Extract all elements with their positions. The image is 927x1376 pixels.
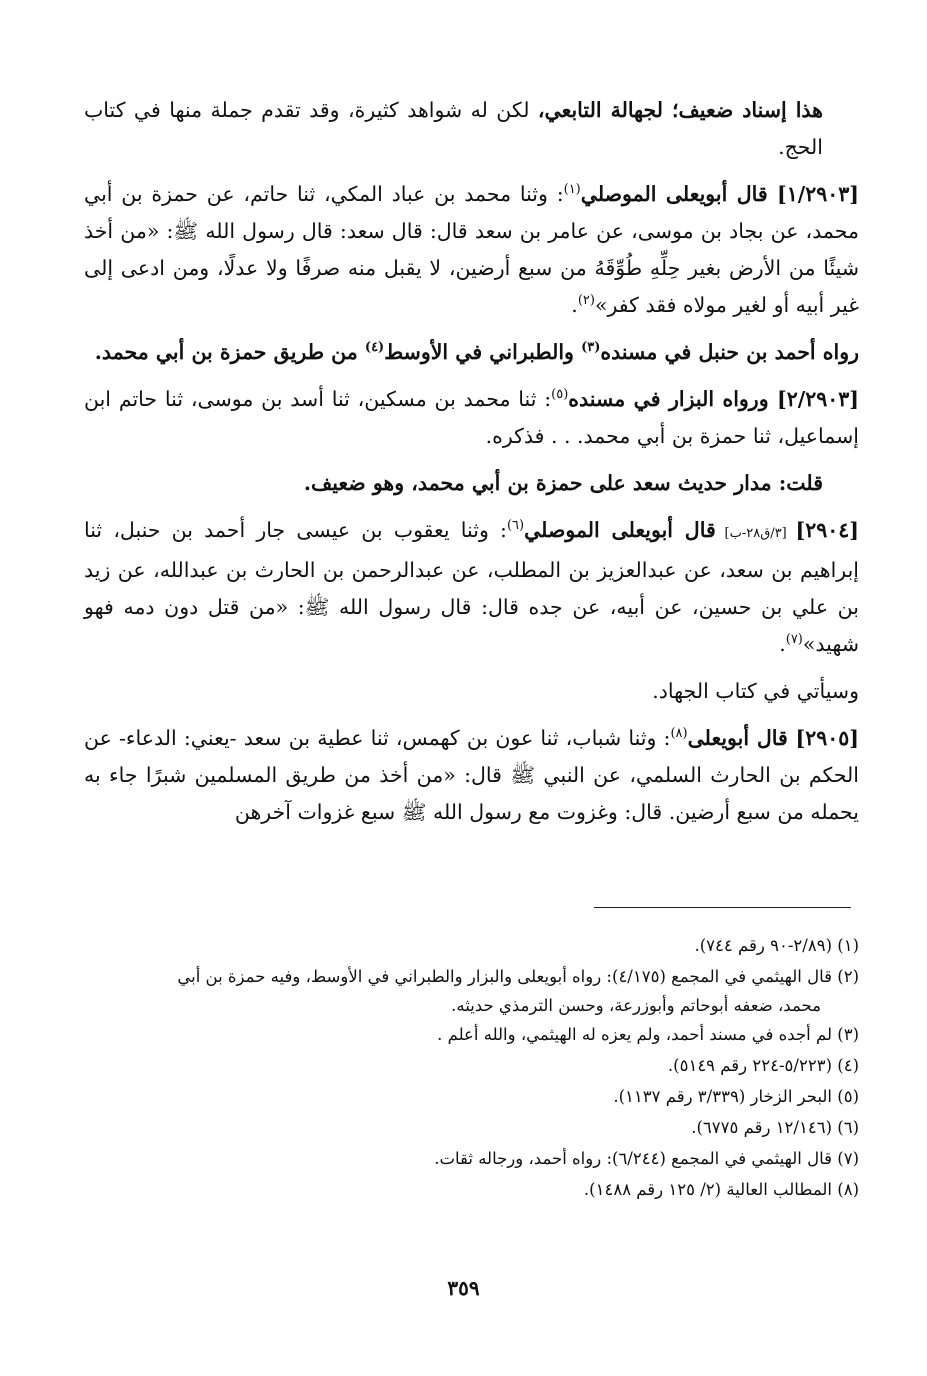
hadith-number: [١/٢٩٠٣] [777,182,859,206]
hadith-text: : ثنا محمد بن مسكين، ثنا أسد بن موسى، ثنا حاتم ابن إسماعيل، ثنا حمزة بن أبي محمد. . . فذكره. [84,387,859,448]
footnote-1: (١) (٢/٨٩-٩٠ رقم ٧٤٤). [694,936,859,955]
riwayah-part-b: والطبراني في الأوسط [384,340,582,364]
manuscript-reference: [٣/ق٢٨-ب] [715,526,796,541]
hadith-2905 [84,720,859,831]
footnote-8: (٨) المطالب العالية (٢/ ١٢٥ رقم ١٤٨٨). [583,1180,859,1199]
paragraph-1 [84,92,859,166]
footnote-2 [84,961,859,1019]
footnote-2-line-1: (٢) قال الهيثمي في المجمع (٤/١٧٥): رواه أبويعلى والبزار والطبراني في الأوسط، وفيه حمزة بن أبي [177,967,859,986]
footnote-5: (٥) البحر الزخار (٣/٣٣٩ رقم ١١٣٧). [613,1087,859,1106]
hadith-2903-2 [84,381,859,455]
paragraph-qultu [84,465,859,502]
footnote-4: (٤) (٥/٢٢٣-٢٢٤ رقم ٥١٤٩). [667,1056,859,1075]
riwayah-part-c: من طريق حمزة بن أبي محمد. [94,340,365,364]
hadith-number: [٢/٢٩٠٣] [777,387,859,411]
footnote-marker-5: (٥) [551,387,569,403]
hadith-2904 [84,512,859,663]
footnote-marker-2: (٢) [577,293,595,309]
riwayah-part-a: رواه أحمد بن حنبل في مسنده [600,340,859,364]
hadith-2903-1 [84,176,859,324]
hadith-number: [٢٩٠٤] [795,518,859,542]
qultu-text: قلت: مدار حديث سعد على حمزة بن أبي محمد، وهو ضعيف. [303,471,823,495]
paragraph-text: لكن له شواهد كثيرة، وقد تقدم جملة منها في كتاب الحج. [84,98,823,159]
hadith-text: : وثنا يعقوب بن عيسى جار أحمد بن حنبل، ثنا إبراهيم بن سعد، عن عبدالعزيز بن المطلب، عن عبدالرحمن بن الحارث بن عبدالله، عن زيد بن علي بن حسين، عن أبيه، عن جده قال: قال رسول الله ﷺ: «من قتل دون دمه فهو شهيد» [84,518,859,656]
hadith-number: [٢٩٠٥] [795,726,859,750]
main-text [84,92,859,841]
footnote-marker-4: (٤) [364,340,385,356]
footnotes [84,930,859,1205]
hadith-heading: قال أبويعلى الموصلي [580,182,778,206]
footnote-7: (٧) قال الهيثمي في المجمع (٦/٢٤٤): رواه أحمد، ورجاله ثقات. [434,1149,859,1168]
footnote-marker-1: (١) [563,182,581,198]
paragraph-riwayah [84,334,859,371]
hadith-heading: قال أبويعلى [687,726,796,750]
footnote-6: (٦) (١٢/١٤٦ رقم ٦٧٧٥). [691,1118,859,1137]
hadith-text: : وثنا شباب، ثنا عون بن كهمس، ثنا عطية بن سعد -يعني: الدعاء- عن الحكم بن الحارث السلمي، عن النبي ﷺ قال: «من أخذ من طريق المسلمين شبرًا جاء به يحمله من سبع أرضين. قال: وغزوت مع رسول الله ﷺ سبع غزوات آخرهن [84,726,859,824]
period: . [779,632,786,656]
footnote-marker-6: (٦) [506,518,525,534]
footnote-marker-7: (٧) [785,632,803,648]
footnote-marker-8: (٨) [670,726,688,742]
paragraph-jihad [84,673,859,710]
hadith-heading: قال أبويعلى الموصلي [524,518,716,542]
footnote-2-line-2: محمد، ضعفه أبوحاتم وأبوزرعة، وحسن الترمذي حديثه. [451,996,821,1015]
jihad-text: وسيأتي في كتاب الجهاد. [652,679,859,703]
footnote-divider [594,907,851,908]
hadith-heading: ورواه البزار في مسنده [568,387,778,411]
footnote-3: (٣) لم أجده في مسند أحمد، ولم يعزه له الهيثمي، والله أعلم . [437,1025,859,1044]
period: . [571,293,578,317]
page-number: ٣٥٩ [447,1276,480,1300]
bold-lead: هذا إسناد ضعيف؛ لجهالة التابعي، [537,98,823,122]
hadith-text: : وثنا محمد بن عباد المكي، ثنا حاتم، عن حمزة بن أبي محمد، عن بجاد بن موسى، عن عامر بن سعد قال: قال سعد: قال رسول الله ﷺ: «من أخذ شيئًا من الأرض بغير حِلِّهِ طُوِّقَهُ من سبع أرضين، لا يقبل منه صرفًا ولا عدلًا، ومن ادعى إلى غير أبيه أو لغير مولاه فقد كفر» [84,182,859,317]
footnote-marker-3: (٣) [581,340,601,356]
